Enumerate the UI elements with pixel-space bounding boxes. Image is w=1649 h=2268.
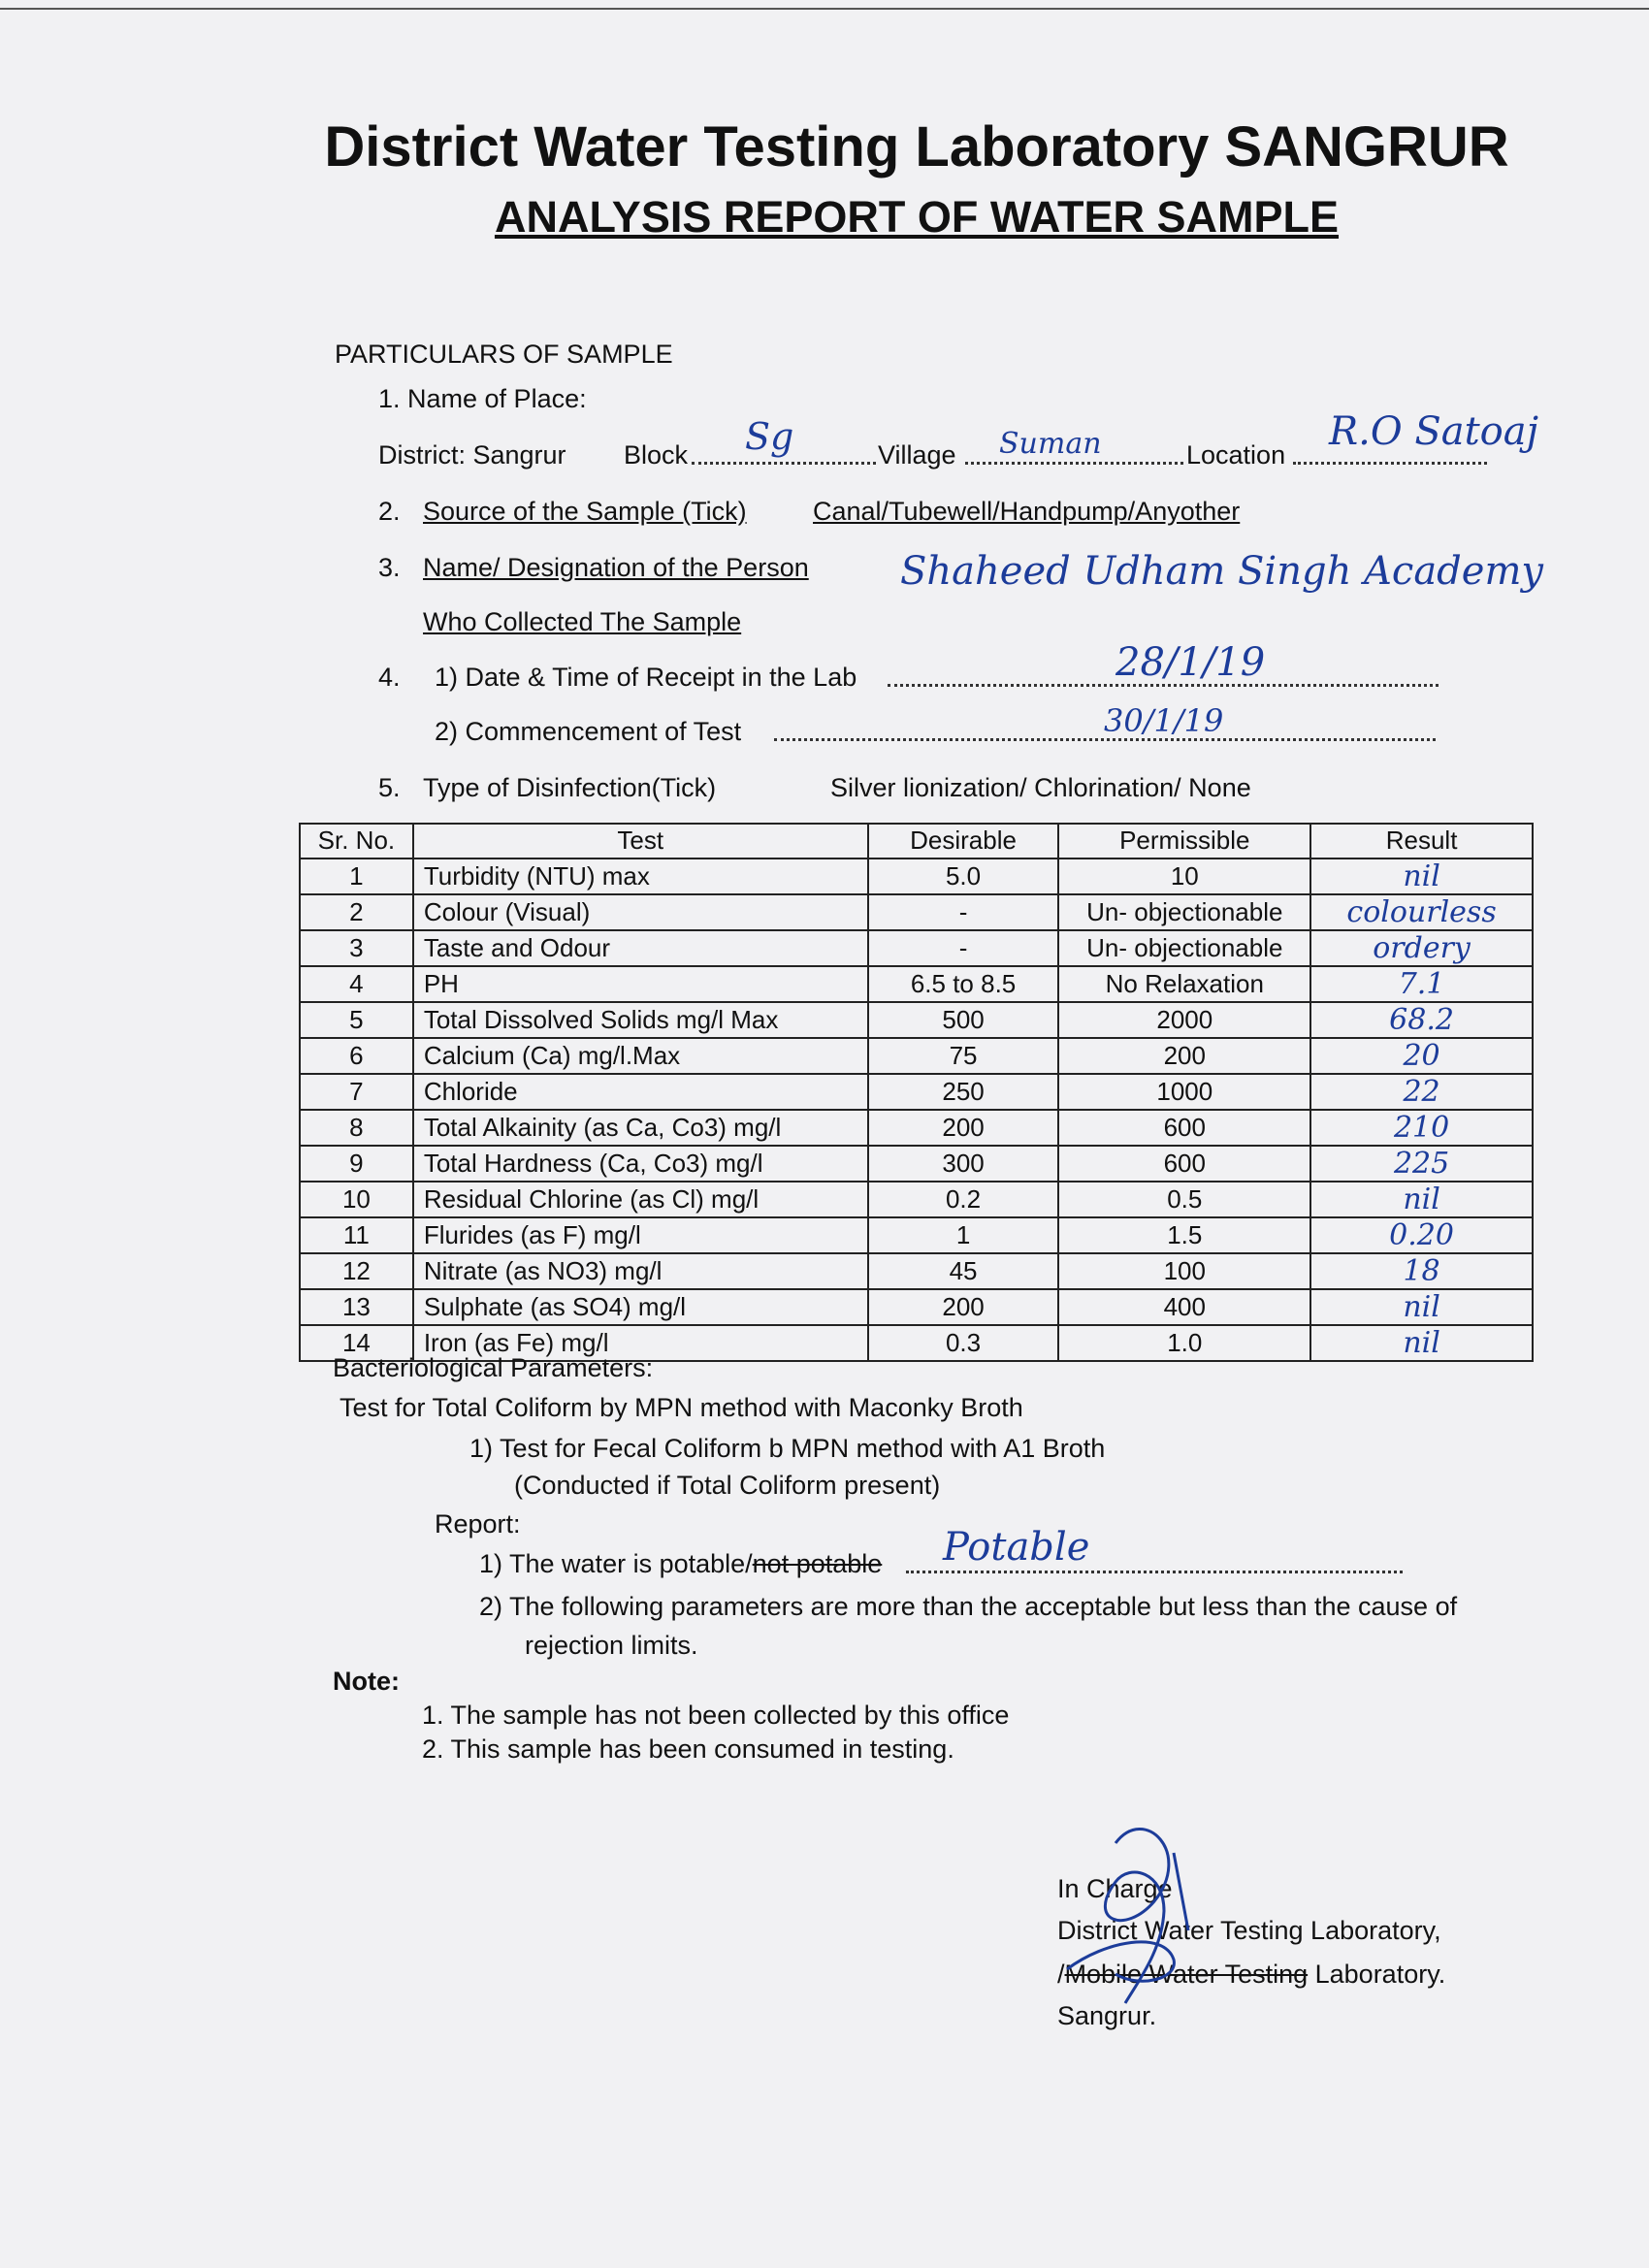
cell-sr: 6 (300, 1038, 413, 1074)
cell-permissible: 1.0 (1058, 1325, 1310, 1361)
cell-test: PH (413, 966, 868, 1002)
cell-desirable: 200 (868, 1289, 1059, 1325)
cell-sr: 12 (300, 1253, 413, 1289)
cell-sr: 5 (300, 1002, 413, 1038)
cell-result: 0.20 (1310, 1217, 1533, 1253)
collector-number: 3. (378, 553, 401, 582)
cell-sr: 2 (300, 894, 413, 930)
report-parameters-cont: rejection limits. (525, 1631, 698, 1660)
cell-test: Residual Chlorine (as Cl) mg/l (413, 1182, 868, 1217)
cell-desirable: 200 (868, 1110, 1059, 1146)
cell-test: Calcium (Ca) mg/l.Max (413, 1038, 868, 1074)
note-item-1: 1. The sample has not been collected by this office (422, 1701, 1010, 1730)
cell-desirable: - (868, 930, 1059, 966)
table-row (300, 1038, 1533, 1074)
header-result: Result (1310, 824, 1533, 859)
cell-test: Flurides (as F) mg/l (413, 1217, 868, 1253)
village-handwritten-value: Suman (999, 427, 1102, 461)
bacteriological-total-coliform: Test for Total Coliform by MPN method with Maconky Broth (340, 1393, 1023, 1422)
cell-sr: 3 (300, 930, 413, 966)
cell-permissible: 400 (1058, 1289, 1310, 1325)
report-parameters-line: 2) The following parameters are more than the acceptable but less than the cause of (479, 1592, 1458, 1621)
commencement-handwritten-value: 30/1/19 (1104, 702, 1224, 739)
cell-sr: 14 (300, 1325, 413, 1361)
collector-handwritten-value: Shaheed Udham Singh Academy (900, 549, 1543, 594)
results-table (299, 823, 1534, 1362)
table-row (300, 1074, 1533, 1110)
cell-desirable: 300 (868, 1146, 1059, 1182)
table-row (300, 1002, 1533, 1038)
disinfection-number: 5. (378, 773, 401, 802)
signature-city: Sangrur. (1057, 2001, 1157, 2030)
note-heading: Note: (333, 1667, 400, 1696)
cell-desirable: - (868, 894, 1059, 930)
bacteriological-condition: (Conducted if Total Coliform present) (514, 1471, 941, 1500)
table-row (300, 894, 1533, 930)
header-test: Test (413, 824, 868, 859)
block-label: Block (624, 440, 689, 470)
cell-test: Nitrate (as NO3) mg/l (413, 1253, 868, 1289)
location-handwritten-value: R.O Satoaj (1329, 409, 1538, 454)
bacteriological-fecal-coliform: 1) Test for Fecal Coliform b MPN method with A1 Broth (469, 1434, 1106, 1463)
signature-slash: / (1057, 1960, 1065, 1989)
signature-laboratory: Laboratory. (1308, 1960, 1446, 1989)
cell-test: Colour (Visual) (413, 894, 868, 930)
location-label: Location (1186, 440, 1286, 470)
handwritten-signature (1048, 1814, 1242, 2018)
cell-result: 20 (1310, 1038, 1533, 1074)
disinfection-options: Silver lionization/ Chlorination/ None (830, 773, 1251, 802)
cell-sr: 8 (300, 1110, 413, 1146)
cell-desirable: 5.0 (868, 859, 1059, 894)
page-title: District Water Testing Laboratory SANGRUR (324, 115, 1509, 178)
cell-sr: 9 (300, 1146, 413, 1182)
table-row (300, 1110, 1533, 1146)
cell-permissible: 200 (1058, 1038, 1310, 1074)
cell-desirable: 0.2 (868, 1182, 1059, 1217)
cell-test: Iron (as Fe) mg/l (413, 1325, 868, 1361)
report-heading: Report: (435, 1509, 521, 1539)
report-potable-prefix: 1) The water is potable/ (479, 1549, 753, 1578)
top-border-line (0, 8, 1649, 10)
cell-desirable: 75 (868, 1038, 1059, 1074)
cell-sr: 1 (300, 859, 413, 894)
receipt-date-label: 1) Date & Time of Receipt in the Lab (435, 663, 857, 692)
header-desirable: Desirable (868, 824, 1059, 859)
cell-result: 68.2 (1310, 1002, 1533, 1038)
header-permissible: Permissible (1058, 824, 1310, 859)
page-subtitle: ANALYSIS REPORT OF WATER SAMPLE (494, 192, 1340, 242)
table-row (300, 859, 1533, 894)
village-label: Village (878, 440, 956, 470)
disinfection-label: Type of Disinfection(Tick) (423, 773, 717, 802)
cell-permissible: No Relaxation (1058, 966, 1310, 1002)
bacteriological-heading: Bacteriological Parameters: (333, 1353, 654, 1382)
cell-permissible: 0.5 (1058, 1182, 1310, 1217)
cell-result: 18 (1310, 1253, 1533, 1289)
cell-sr: 10 (300, 1182, 413, 1217)
cell-test: Turbidity (NTU) max (413, 859, 868, 894)
cell-desirable: 0.3 (868, 1325, 1059, 1361)
dates-number: 4. (378, 663, 401, 692)
header-sr-no: Sr. No. (300, 824, 413, 859)
table-row (300, 1146, 1533, 1182)
cell-permissible: 600 (1058, 1110, 1310, 1146)
collector-label: Name/ Designation of the Person (423, 553, 809, 582)
cell-result: 210 (1310, 1110, 1533, 1146)
cell-result: 22 (1310, 1074, 1533, 1110)
cell-permissible: Un- objectionable (1058, 894, 1310, 930)
cell-result: nil (1310, 1325, 1533, 1361)
cell-sr: 11 (300, 1217, 413, 1253)
cell-permissible: 100 (1058, 1253, 1310, 1289)
cell-result: nil (1310, 1182, 1533, 1217)
cell-permissible: 10 (1058, 859, 1310, 894)
cell-result: nil (1310, 1289, 1533, 1325)
block-handwritten-value: Sg (745, 415, 794, 458)
cell-desirable: 45 (868, 1253, 1059, 1289)
cell-permissible: Un- objectionable (1058, 930, 1310, 966)
source-label: Source of the Sample (Tick) (423, 497, 747, 526)
receipt-date-handwritten-value: 28/1/19 (1116, 640, 1266, 685)
cell-sr: 13 (300, 1289, 413, 1325)
collector-label-cont: Who Collected The Sample (423, 607, 742, 636)
signature-in-charge: In Charge (1057, 1874, 1173, 1903)
name-of-place-label: 1. Name of Place: (378, 384, 587, 413)
cell-permissible: 1000 (1058, 1074, 1310, 1110)
commencement-label: 2) Commencement of Test (435, 717, 742, 746)
cell-test: Total Alkainity (as Ca, Co3) mg/l (413, 1110, 868, 1146)
cell-result: nil (1310, 859, 1533, 894)
cell-desirable: 1 (868, 1217, 1059, 1253)
table-row (300, 1182, 1533, 1217)
cell-result: ordery (1310, 930, 1533, 966)
cell-result: colourless (1310, 894, 1533, 930)
note-item-2: 2. This sample has been consumed in testing. (422, 1734, 954, 1764)
table-header-row (300, 824, 1533, 859)
cell-sr: 4 (300, 966, 413, 1002)
signature-lab-name: District Water Testing Laboratory, (1057, 1916, 1441, 1945)
report-not-potable-struck: not potable (752, 1549, 883, 1578)
table-row (300, 966, 1533, 1002)
report-potable-handwritten-value: Potable (943, 1525, 1090, 1570)
table-row (300, 1289, 1533, 1325)
cell-desirable: 500 (868, 1002, 1059, 1038)
cell-sr: 7 (300, 1074, 413, 1110)
cell-permissible: 2000 (1058, 1002, 1310, 1038)
cell-test: Chloride (413, 1074, 868, 1110)
source-number: 2. (378, 497, 401, 526)
signature-mobile-struck: Mobile Water Testing (1064, 1960, 1309, 1989)
cell-test: Taste and Odour (413, 930, 868, 966)
particulars-heading: PARTICULARS OF SAMPLE (335, 340, 673, 369)
report-potable-line (479, 1549, 882, 1579)
cell-test: Total Dissolved Solids mg/l Max (413, 1002, 868, 1038)
district-label: District: Sangrur (378, 440, 566, 470)
cell-desirable: 6.5 to 8.5 (868, 966, 1059, 1002)
cell-test: Sulphate (as SO4) mg/l (413, 1289, 868, 1325)
table-row (300, 930, 1533, 966)
cell-result: 225 (1310, 1146, 1533, 1182)
cell-desirable: 250 (868, 1074, 1059, 1110)
cell-result: 7.1 (1310, 966, 1533, 1002)
cell-permissible: 600 (1058, 1146, 1310, 1182)
cell-permissible: 1.5 (1058, 1217, 1310, 1253)
table-row (300, 1253, 1533, 1289)
table-row (300, 1217, 1533, 1253)
cell-test: Total Hardness (Ca, Co3) mg/l (413, 1146, 868, 1182)
source-options: Canal/Tubewell/Handpump/Anyother (813, 497, 1241, 526)
